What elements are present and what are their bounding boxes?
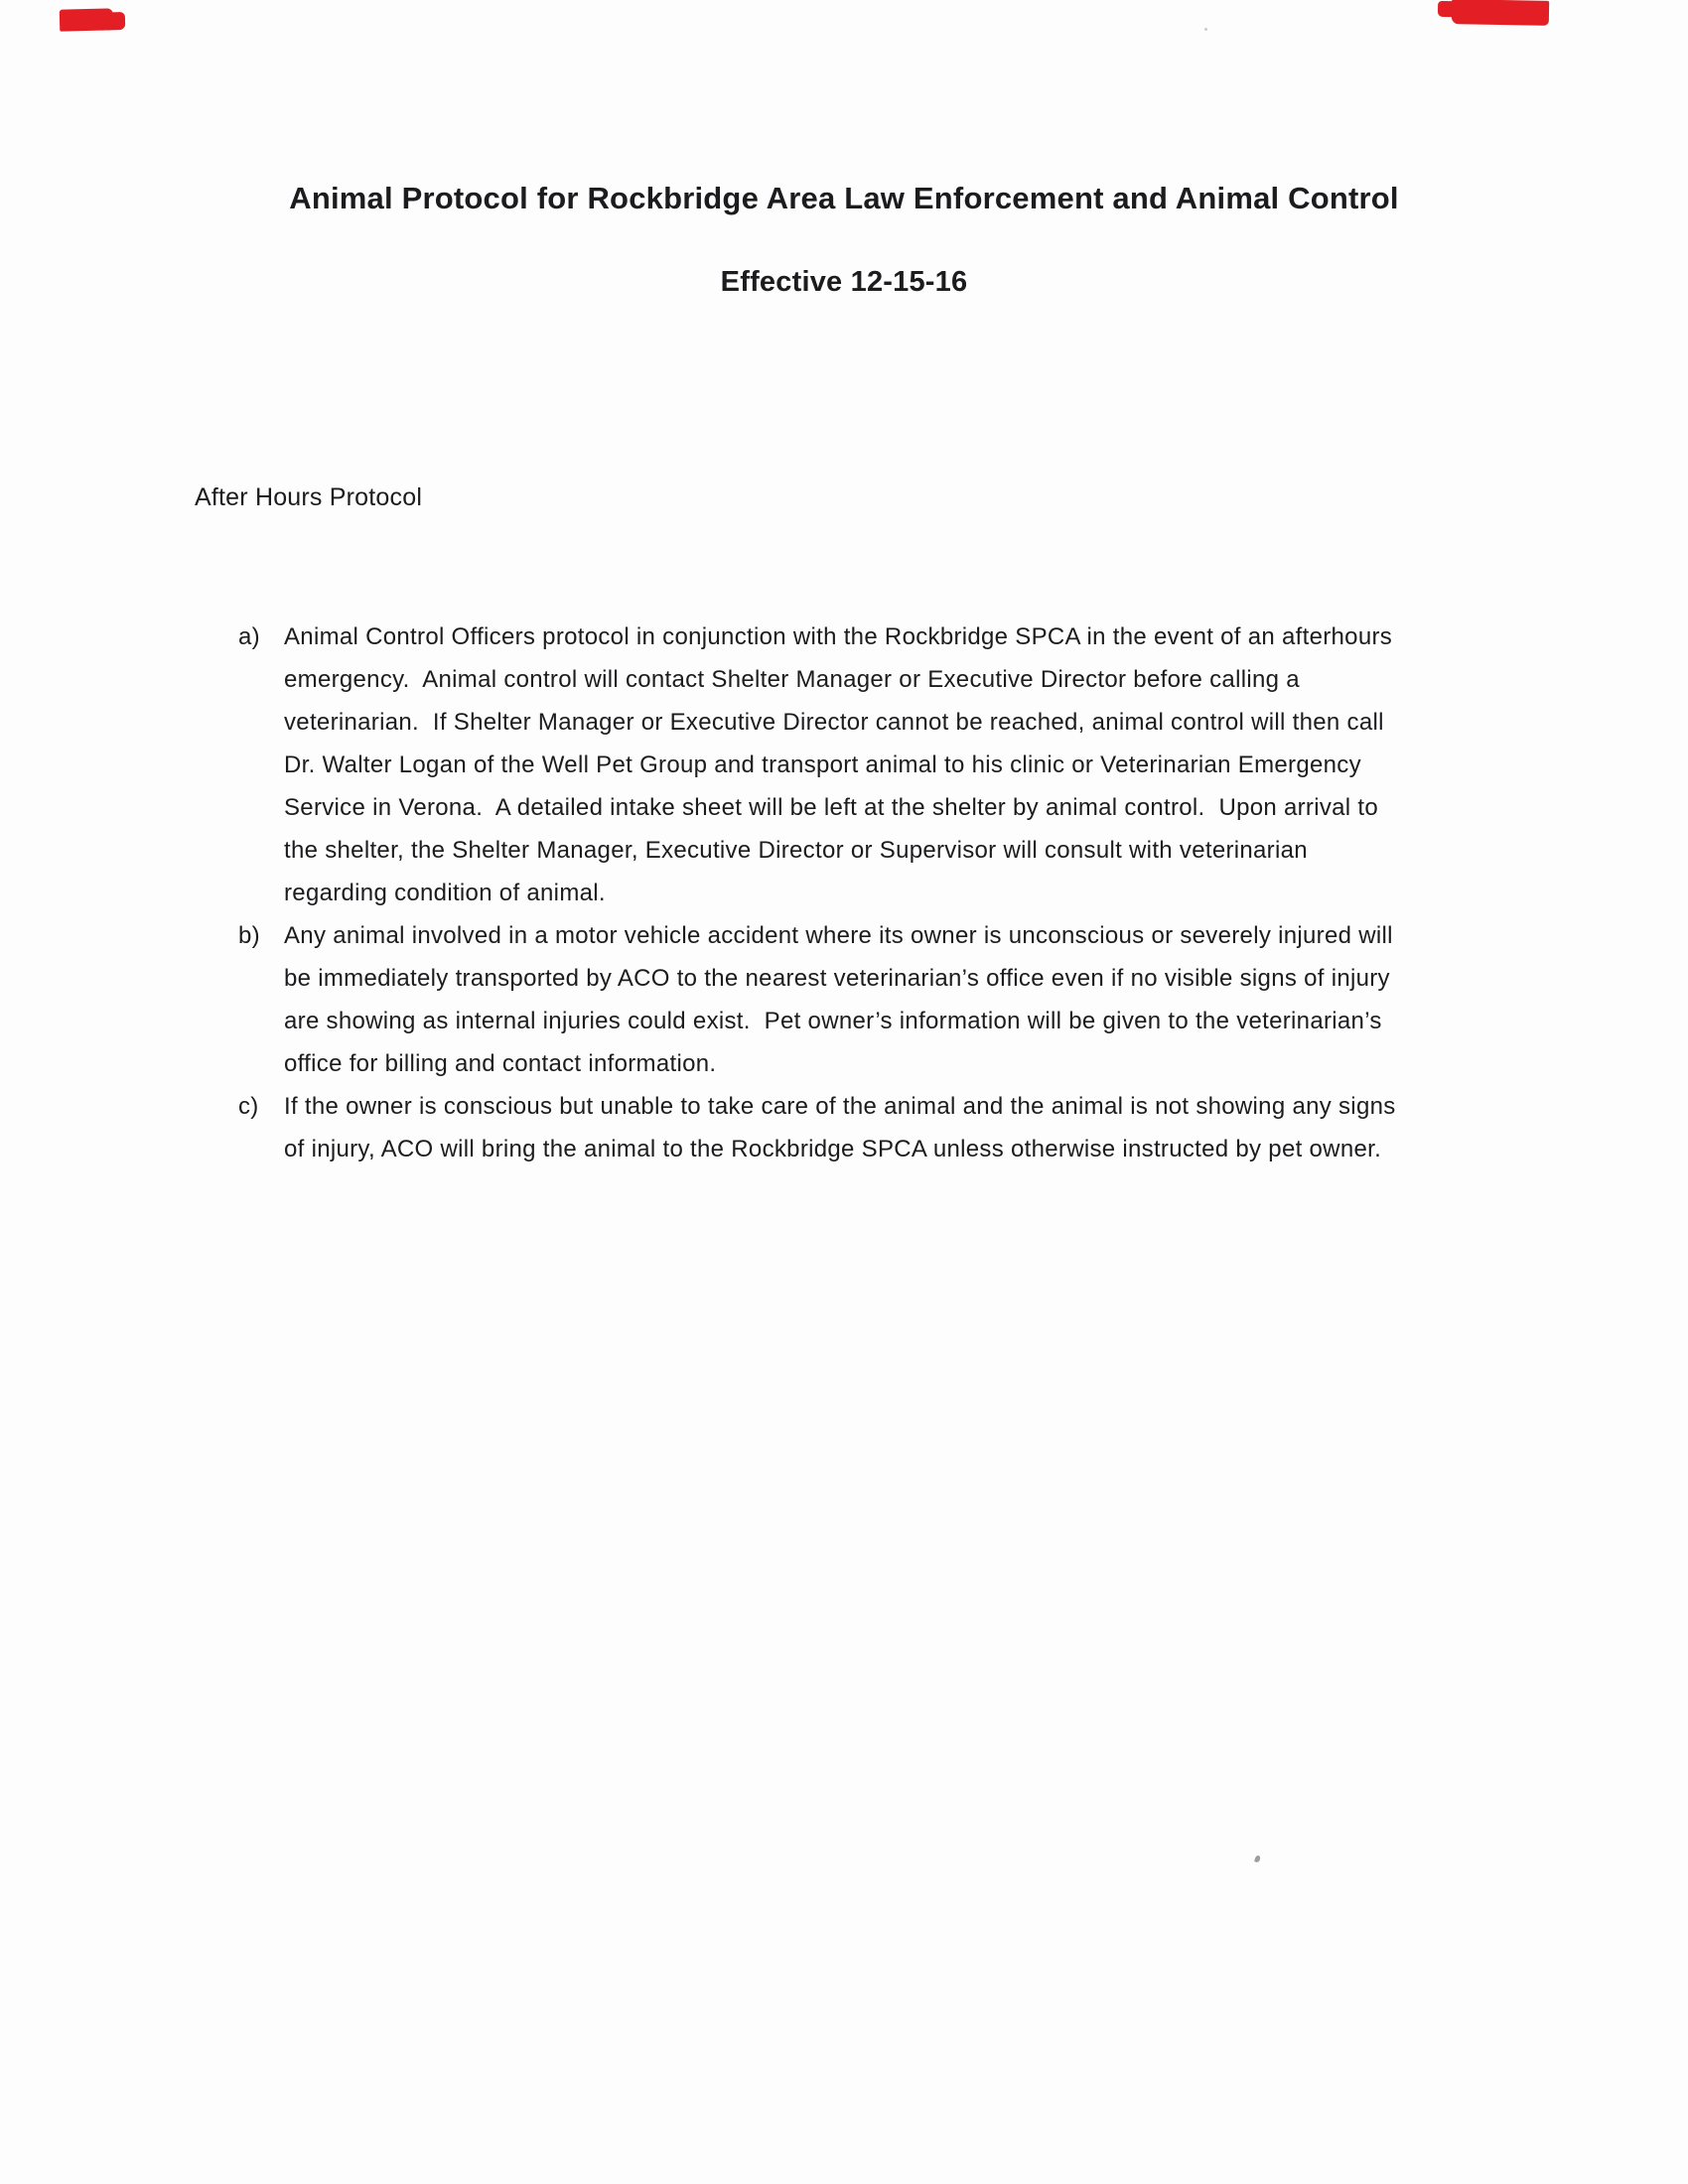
scan-speck-artifact-small [1204, 28, 1207, 31]
document-title: Animal Protocol for Rockbridge Area Law Enforcement and Animal Control [289, 181, 1399, 215]
list-item-c [238, 1085, 1415, 1170]
section-heading-after-hours-protocol: After Hours Protocol [195, 483, 423, 511]
list-marker-c: c) [238, 1093, 259, 1120]
list-item-a-text: Animal Control Officers protocol in conjunction with the Rockbridge SPCA in the event of an afterhours emergency. Animal control will contact Shelter Manager or Executive Director before calling a veterinarian. If Shelter Manager or Executive Director cannot be reached, animal control will then call Dr. Walter Logan of the Well Pet Group and transport animal to his clinic or Veterinarian Emergency Service in Verona. A detailed intake sheet will be left at the shelter by animal control. Upon arrival to the shelter, the Shelter Manager, Executive Director or Supervisor will consult with veterinarian regarding condition of animal. [284, 623, 1393, 906]
effective-date: Effective 12-15-16 [720, 266, 968, 298]
list-item-b-text: Any animal involved in a motor vehicle accident where its owner is unconscious or severely injured will be immediately transported by ACO to the nearest veterinarian’s office even if no visible signs of injury are showing as internal injuries could exist. Pet owner’s information will be given to the veterinarian’s office for billing and contact information. [284, 922, 1393, 1077]
scan-speck-artifact [1254, 1854, 1261, 1862]
protocol-list [238, 615, 1415, 1170]
red-scan-mark-top-right-icon [1452, 0, 1549, 26]
list-marker-b: b) [238, 922, 260, 949]
list-item-a [238, 615, 1415, 914]
list-item-b [238, 914, 1415, 1085]
red-scan-mark-top-left-icon [60, 8, 114, 31]
list-marker-a: a) [238, 623, 260, 650]
list-item-c-text: If the owner is conscious but unable to take care of the animal and the animal is not showing any signs of injury, ACO will bring the animal to the Rockbridge SPCA unless otherwise instructed by pet owner. [284, 1093, 1396, 1162]
